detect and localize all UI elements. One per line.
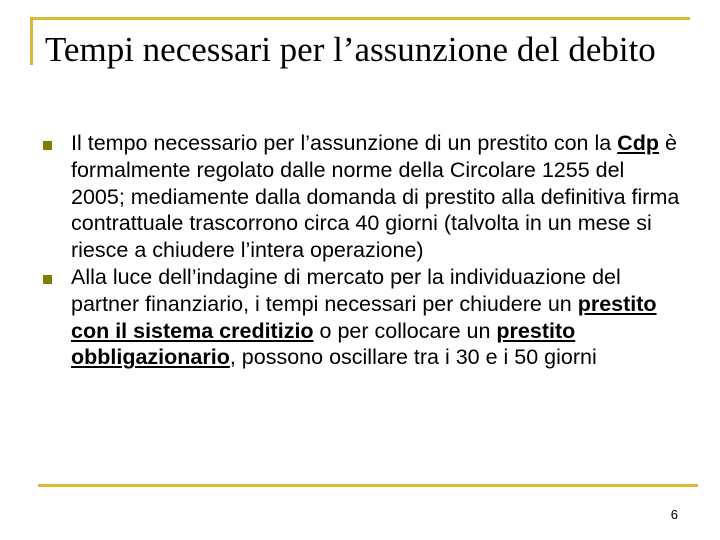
bullet-2-text-part2: o per collocare un	[313, 318, 497, 343]
bullet-item-1	[43, 130, 683, 264]
bullet-2-text-part1: Alla luce dell’indagine di mercato per la individuazione del partner finanziario, i tempi necessari per chiudere un	[71, 264, 621, 316]
bullet-2-emphasis-credit: prestito con il sistema creditizio	[71, 291, 657, 343]
bullet-2-text-part3: , possono oscillare tra i 30 e i 50 giorni	[229, 345, 597, 370]
square-bullet-icon	[43, 275, 52, 284]
frame-bottom-rule	[38, 484, 698, 487]
page-number: 6	[670, 507, 678, 522]
bullet-1-emphasis-cdp: Cdp	[617, 131, 659, 155]
square-bullet-icon	[43, 141, 52, 150]
slide-title: Tempi necessari per l’assunzione del debito	[45, 30, 656, 69]
bullet-1-text	[71, 131, 679, 262]
frame-left-rule	[30, 17, 33, 65]
bullet-2-text	[71, 265, 657, 369]
frame-top-rule	[30, 17, 690, 20]
bullet-1-text-part1: Il tempo necessario per l’assunzione di un prestito con la	[71, 131, 618, 155]
bullet-2-emphasis-bond: prestito obbligazionario	[71, 318, 576, 370]
bullet-1-text-part2: è formalmente regolato dalle norme della Circolare 1255 del 2005; mediamente dalla domanda di prestito alla definitiva firma contrattuale trascorrono circa 40 giorni (talvolta in un mese si riesce a chiudere l’intera operazione)	[71, 131, 680, 263]
bullet-list	[43, 130, 683, 371]
bullet-item-2	[43, 264, 683, 371]
